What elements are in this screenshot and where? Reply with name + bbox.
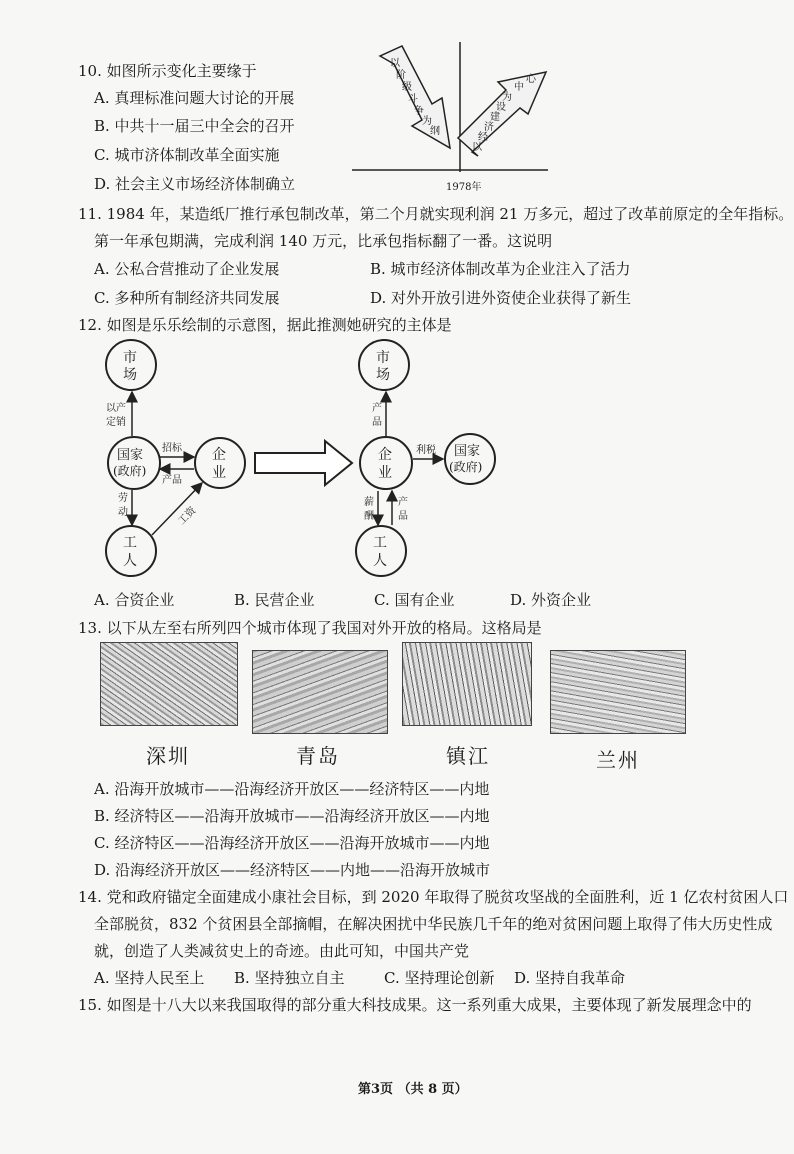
q10-option-a[interactable]: A. 真理标准问题大讨论的开展 (94, 89, 295, 107)
svg-text:产: 产 (398, 497, 408, 508)
svg-text:酬: 酬 (364, 511, 374, 522)
svg-text:以产: 以产 (106, 403, 126, 414)
svg-text:薪: 薪 (364, 497, 374, 508)
svg-text:工: 工 (123, 535, 137, 551)
city-label: 深圳 (146, 744, 190, 768)
q10-figure (350, 38, 550, 198)
down-char: 纲 (430, 126, 440, 137)
page-footer: 第3页 （共 8 页） (358, 1082, 468, 1097)
up-char: 心 (526, 74, 536, 85)
right-diagram (356, 340, 495, 576)
q11-option-b[interactable]: B. 城市经济体制改革为企业注入了活力 (370, 260, 631, 278)
svg-text:产品: 产品 (162, 475, 182, 486)
q13-option-a[interactable]: A. 沿海开放城市——沿海经济开放区——经济特区——内地 (94, 780, 490, 798)
q13-option-c[interactable]: C. 经济特区——沿海经济开放区——沿海开放城市——内地 (94, 834, 490, 852)
down-char: 阶 (396, 70, 406, 81)
q14-stem-line2: 全部脱贫，832 个贫困县全部摘帽，在解决困扰中华民族几千年的绝对贫困问题上取得了伟大历史性成 (94, 915, 773, 933)
up-char: 设 (496, 102, 506, 113)
q11-option-c[interactable]: C. 多种所有制经济共同发展 (94, 289, 280, 307)
svg-text:场: 场 (376, 367, 390, 383)
year-label: 1978年 (446, 182, 482, 193)
q13-stem: 13. 以下从左至右所列四个城市体现了我国对外开放的格局。这格局是 (78, 619, 542, 637)
svg-text:国家: 国家 (454, 444, 481, 459)
city-photo-zhenjiang (402, 642, 532, 726)
q12-stem: 12. 如图是乐乐绘制的示意图，据此推测她研究的主体是 (78, 316, 452, 334)
svg-text:(政府): (政府) (449, 460, 483, 474)
svg-text:品: 品 (372, 417, 382, 428)
q12-diagram (90, 335, 530, 585)
svg-text:工资: 工资 (176, 505, 199, 528)
q11-stem-line2: 第一年承包期满，完成利润 140 万元，比承包指标翻了一番。这说明 (94, 232, 553, 250)
q14-option-a[interactable]: A. 坚持人民至上 (94, 969, 205, 987)
svg-text:国家: 国家 (117, 448, 144, 463)
q14-stem-line3: 就，创造了人类减贫史上的奇迹。由此可知，中国共产党 (94, 942, 470, 960)
q12-option-c[interactable]: C. 国有企业 (374, 591, 455, 609)
svg-text:业: 业 (378, 465, 392, 481)
q12-option-d[interactable]: D. 外资企业 (510, 591, 592, 609)
svg-text:定销: 定销 (106, 417, 126, 428)
q15-stem: 15. 如图是十八大以来我国取得的部分重大科技成果。这一系列重大成果，主要体现了新发展理念中的 (78, 996, 752, 1014)
q11-option-a[interactable]: A. 公私合营推动了企业发展 (94, 260, 280, 278)
svg-text:人: 人 (373, 553, 387, 569)
svg-text:市: 市 (123, 350, 137, 366)
up-char: 经 (478, 132, 488, 143)
q12-option-b[interactable]: B. 民营企业 (234, 591, 315, 609)
down-char: 斗 (408, 94, 418, 105)
svg-text:场: 场 (123, 367, 137, 383)
q14-option-b[interactable]: B. 坚持独立自主 (234, 969, 345, 987)
city-label: 兰州 (596, 748, 640, 772)
svg-text:企: 企 (212, 447, 226, 463)
svg-text:劳: 劳 (118, 493, 128, 504)
down-char: 为 (422, 116, 432, 127)
down-char: 以 (390, 58, 400, 69)
city-photo-shenzhen (100, 642, 238, 726)
svg-text:市: 市 (376, 350, 390, 366)
up-char: 济 (484, 122, 494, 133)
svg-text:人: 人 (123, 553, 137, 569)
q10-option-c[interactable]: C. 城市济体制改革全面实施 (94, 146, 280, 164)
svg-text:利税: 利税 (416, 445, 436, 456)
q14-option-d[interactable]: D. 坚持自我革命 (514, 969, 626, 987)
q10-option-b[interactable]: B. 中共十一届三中全会的召开 (94, 117, 295, 135)
down-char: 级 (402, 82, 412, 93)
q10-option-d[interactable]: D. 社会主义市场经济体制确立 (94, 175, 296, 193)
svg-text:(政府): (政府) (113, 464, 147, 478)
left-diagram (106, 340, 245, 576)
up-char: 为 (502, 92, 512, 103)
svg-text:工: 工 (373, 535, 387, 551)
q14-option-c[interactable]: C. 坚持理论创新 (384, 969, 495, 987)
city-photo-qingdao (252, 650, 388, 734)
svg-text:企: 企 (378, 447, 392, 463)
svg-text:品: 品 (398, 511, 408, 522)
svg-text:招标: 招标 (162, 443, 182, 454)
transition-arrow-icon (255, 441, 352, 485)
q11-stem-line1: 11. 1984 年，某造纸厂推行承包制改革，第二个月就实现利润 21 万多元，超过了改革前原定的全年指标。 (78, 205, 794, 223)
q13-option-d[interactable]: D. 沿海经济开放区——经济特区——内地——沿海开放城市 (94, 861, 491, 879)
q12-option-a[interactable]: A. 合资企业 (94, 591, 175, 609)
city-photo-lanzhou (550, 650, 686, 734)
city-label: 镇江 (446, 744, 490, 768)
city-label: 青岛 (296, 744, 340, 768)
q14-stem-line1: 14. 党和政府锚定全面建成小康社会目标，到 2020 年取得了脱贫攻坚战的全面胜利，近 1 亿农村贫困人口 (78, 888, 789, 906)
q13-option-b[interactable]: B. 经济特区——沿海开放城市——沿海经济开放区——内地 (94, 807, 490, 825)
q10-stem: 10. 如图所示变化主要缘于 (78, 62, 257, 80)
svg-text:产: 产 (372, 403, 382, 414)
svg-text:动: 动 (118, 507, 128, 518)
up-char: 建 (490, 112, 500, 123)
up-char: 中 (514, 82, 524, 93)
q11-option-d[interactable]: D. 对外开放引进外资使企业获得了新生 (370, 289, 632, 307)
up-char: 以 (472, 142, 482, 153)
down-char: 争 (414, 106, 424, 117)
svg-text:业: 业 (212, 465, 226, 481)
